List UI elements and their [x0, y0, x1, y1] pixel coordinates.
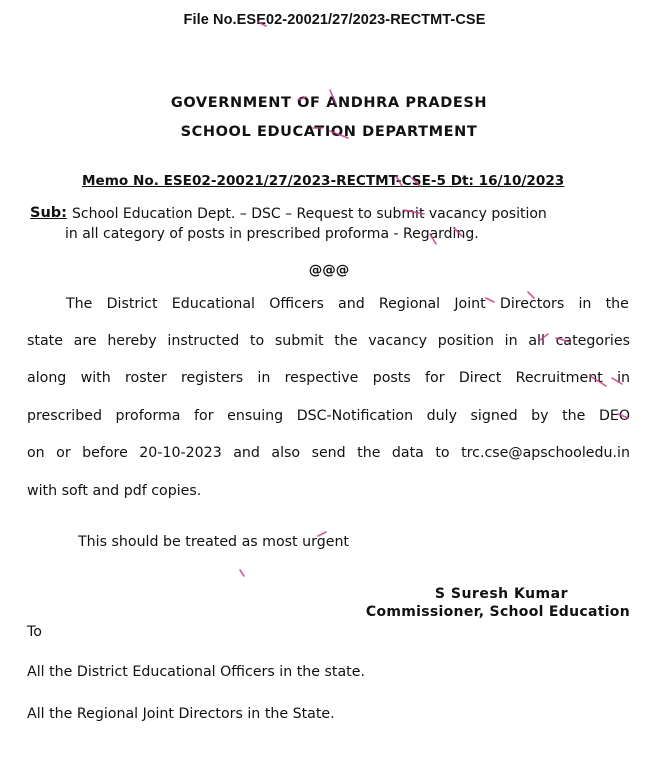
body-line-5	[27, 445, 630, 461]
body-word: ensuing	[227, 408, 284, 424]
recipient-rjd: All the Regional Joint Directors in the State.	[27, 706, 335, 722]
body-word: signed	[470, 408, 518, 424]
body-word: and	[233, 445, 260, 461]
body-word: registers	[181, 370, 244, 386]
body-word: DSC-Notification	[296, 408, 414, 424]
body-word: DEO	[598, 408, 630, 424]
body-word: by	[531, 408, 549, 424]
body-word: Recruitment	[515, 370, 603, 386]
body-word: instructed	[167, 333, 240, 349]
body-word: prescribed	[27, 408, 102, 424]
body-line-4	[27, 408, 630, 424]
body-line-3	[27, 370, 630, 386]
body-word: state	[27, 333, 63, 349]
department-heading: SCHOOL EDUCATION DEPARTMENT	[180, 124, 478, 140]
urgency-note: This should be treated as most urgent	[78, 534, 349, 550]
body-word: hereby	[107, 333, 157, 349]
body-word: to	[435, 445, 450, 461]
body-word: to	[249, 333, 265, 349]
body-word: vacancy	[368, 333, 428, 349]
body-word: duly	[426, 408, 457, 424]
body-word: along	[27, 370, 67, 386]
signatory-title: Commissioner, School Education	[365, 604, 630, 620]
body-word: the	[605, 296, 629, 312]
body-word: are	[73, 333, 97, 349]
recipient-deo: All the District Educational Officers in the state.	[27, 664, 365, 680]
body-word: District	[106, 296, 158, 312]
body-word: also	[271, 445, 301, 461]
body-word: all	[528, 333, 545, 349]
body-word: Regional	[378, 296, 441, 312]
body-line-1	[66, 296, 629, 312]
body-line-6: with soft and pdf copies.	[27, 483, 202, 499]
body-word: proforma	[115, 408, 181, 424]
body-word: position	[437, 333, 494, 349]
body-word: categories	[555, 333, 630, 349]
body-word: submit	[274, 333, 324, 349]
body-word: for	[194, 408, 214, 424]
body-word: the	[562, 408, 586, 424]
subject-label: Sub:	[30, 205, 67, 221]
body-word: respective	[284, 370, 359, 386]
to-label: To	[27, 624, 42, 640]
body-word: posts	[372, 370, 411, 386]
body-word: with	[80, 370, 111, 386]
signatory-name: S Suresh Kumar	[434, 586, 568, 602]
subject-line-1: School Education Dept. – DSC – Request to submit vacancy position	[72, 206, 547, 222]
separator-mark: @@@	[308, 262, 350, 278]
body-word: Joint	[454, 296, 486, 312]
body-word: and	[338, 296, 365, 312]
body-word: on	[27, 445, 45, 461]
body-word: the	[357, 445, 381, 461]
body-word: data	[391, 445, 424, 461]
memo-number: Memo No. ESE02-20021/27/2023-RECTMT-CSE-5 Dt: 16/10/2023	[82, 173, 565, 189]
body-word: in	[504, 333, 518, 349]
body-word: Directors	[499, 296, 565, 312]
body-word: in	[257, 370, 271, 386]
body-word: in	[578, 296, 592, 312]
government-heading: GOVERNMENT OF ANDHRA PRADESH	[170, 95, 488, 111]
body-word: roster	[125, 370, 167, 386]
body-word: The	[66, 296, 93, 312]
body-word: Educational	[171, 296, 256, 312]
subject-line-2: in all category of posts in prescribed proforma - Regarding.	[65, 226, 479, 242]
body-word: for	[425, 370, 445, 386]
body-word: before	[82, 445, 128, 461]
body-word: trc.cse@apschooledu.in	[461, 445, 630, 461]
file-number: File No.ESE02-20021/27/2023-RECTMT-CSE	[183, 12, 486, 28]
body-word: send	[311, 445, 346, 461]
body-word: 20-10-2023	[139, 445, 222, 461]
body-word: or	[56, 445, 71, 461]
body-word: Officers	[269, 296, 324, 312]
body-word: in	[617, 370, 630, 386]
body-word: the	[334, 333, 358, 349]
body-word: Direct	[458, 370, 502, 386]
body-line-2	[27, 333, 630, 349]
